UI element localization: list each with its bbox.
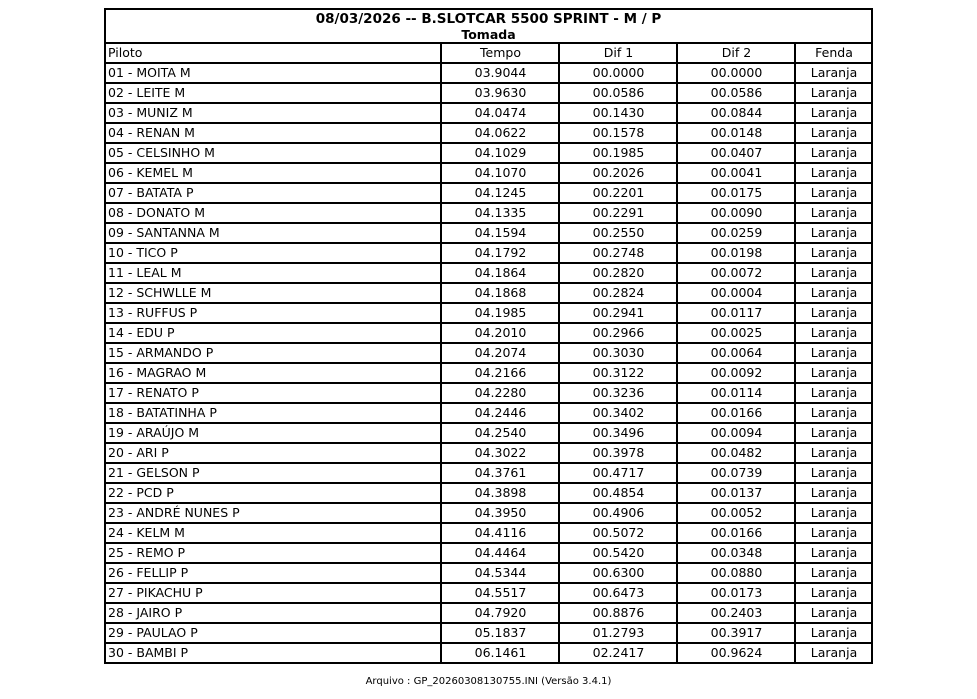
pilot-cell: 13 - RUFFUS P: [105, 303, 441, 323]
dif2-cell: 00.0025: [677, 323, 795, 343]
table-row: [105, 483, 872, 503]
pilot-cell: 08 - DONATO M: [105, 203, 441, 223]
slot-cell: Laranja: [795, 183, 872, 203]
dif2-cell: 00.0166: [677, 403, 795, 423]
time-cell: 04.0622: [441, 123, 559, 143]
table-row: [105, 303, 872, 323]
dif2-cell: 00.0117: [677, 303, 795, 323]
table-row: [105, 183, 872, 203]
dif1-cell: 00.4854: [559, 483, 677, 503]
dif1-cell: 00.2824: [559, 283, 677, 303]
dif2-cell: 00.0064: [677, 343, 795, 363]
slot-cell: Laranja: [795, 583, 872, 603]
slot-cell: Laranja: [795, 563, 872, 583]
slot-cell: Laranja: [795, 103, 872, 123]
slot-cell: Laranja: [795, 63, 872, 83]
results-body: [105, 63, 872, 663]
table-row: [105, 583, 872, 603]
dif1-cell: 00.2748: [559, 243, 677, 263]
slot-cell: Laranja: [795, 283, 872, 303]
dif2-cell: 00.0000: [677, 63, 795, 83]
table-row: [105, 643, 872, 663]
time-cell: 04.4464: [441, 543, 559, 563]
table-row: [105, 203, 872, 223]
table-row: [105, 143, 872, 163]
table-row: [105, 503, 872, 523]
dif2-cell: 00.0166: [677, 523, 795, 543]
slot-cell: Laranja: [795, 443, 872, 463]
dif1-cell: 00.6300: [559, 563, 677, 583]
pilot-cell: 03 - MUNIZ M: [105, 103, 441, 123]
pilot-cell: 12 - SCHWLLE M: [105, 283, 441, 303]
pilot-cell: 07 - BATATA P: [105, 183, 441, 203]
dif2-cell: 00.0844: [677, 103, 795, 123]
time-cell: 04.0474: [441, 103, 559, 123]
pilot-cell: 05 - CELSINHO M: [105, 143, 441, 163]
dif2-cell: 00.0482: [677, 443, 795, 463]
pilot-cell: 11 - LEAL M: [105, 263, 441, 283]
pilot-cell: 01 - MOITA M: [105, 63, 441, 83]
pilot-cell: 24 - KELM M: [105, 523, 441, 543]
table-row: [105, 263, 872, 283]
slot-cell: Laranja: [795, 503, 872, 523]
slot-cell: Laranja: [795, 383, 872, 403]
pilot-cell: 06 - KEMEL M: [105, 163, 441, 183]
pilot-cell: 20 - ARI P: [105, 443, 441, 463]
dif2-cell: 00.0090: [677, 203, 795, 223]
dif2-cell: 00.0348: [677, 543, 795, 563]
pilot-cell: 26 - FELLIP P: [105, 563, 441, 583]
dif2-cell: 00.0148: [677, 123, 795, 143]
dif2-cell: 00.0880: [677, 563, 795, 583]
page-title: 08/03/2026 -- B.SLOTCAR 5500 SPRINT - M / P: [315, 10, 662, 27]
dif1-cell: 00.3122: [559, 363, 677, 383]
table-row: [105, 603, 872, 623]
dif1-cell: 00.3978: [559, 443, 677, 463]
time-cell: 04.3950: [441, 503, 559, 523]
pilot-cell: 23 - ANDRÉ NUNES P: [105, 503, 441, 523]
time-cell: 04.5344: [441, 563, 559, 583]
dif1-cell: 01.2793: [559, 623, 677, 643]
table-row: [105, 463, 872, 483]
time-cell: 03.9630: [441, 83, 559, 103]
dif1-cell: 00.0586: [559, 83, 677, 103]
results-table: [104, 8, 873, 664]
slot-cell: Laranja: [795, 343, 872, 363]
slot-cell: Laranja: [795, 603, 872, 623]
slot-cell: Laranja: [795, 623, 872, 643]
dif1-cell: 00.5072: [559, 523, 677, 543]
slot-cell: Laranja: [795, 643, 872, 663]
table-row: [105, 403, 872, 423]
pilot-cell: 04 - RENAN M: [105, 123, 441, 143]
dif1-cell: 00.2201: [559, 183, 677, 203]
dif2-cell: 00.9624: [677, 643, 795, 663]
time-cell: 04.1245: [441, 183, 559, 203]
dif1-cell: 00.3030: [559, 343, 677, 363]
table-row: [105, 443, 872, 463]
dif1-cell: 00.8876: [559, 603, 677, 623]
dif1-cell: 00.3236: [559, 383, 677, 403]
table-row: [105, 563, 872, 583]
slot-cell: Laranja: [795, 523, 872, 543]
dif2-cell: 00.0175: [677, 183, 795, 203]
slot-cell: Laranja: [795, 323, 872, 343]
dif2-cell: 00.0092: [677, 363, 795, 383]
table-row: [105, 283, 872, 303]
time-cell: 04.3761: [441, 463, 559, 483]
dif2-cell: 00.0094: [677, 423, 795, 443]
dif1-cell: 00.2966: [559, 323, 677, 343]
time-cell: 04.2010: [441, 323, 559, 343]
dif2-cell: 00.3917: [677, 623, 795, 643]
dif2-cell: 00.0137: [677, 483, 795, 503]
slot-cell: Laranja: [795, 483, 872, 503]
pilot-cell: 21 - GELSON P: [105, 463, 441, 483]
dif2-cell: 00.0198: [677, 243, 795, 263]
dif1-cell: 00.2941: [559, 303, 677, 323]
table-row: [105, 343, 872, 363]
pilot-cell: 15 - ARMANDO P: [105, 343, 441, 363]
column-header-fenda: Fenda: [795, 43, 872, 63]
time-cell: 04.2540: [441, 423, 559, 443]
time-cell: 04.7920: [441, 603, 559, 623]
pilot-cell: 30 - BAMBI P: [105, 643, 441, 663]
pilot-cell: 10 - TICO P: [105, 243, 441, 263]
dif1-cell: 00.1578: [559, 123, 677, 143]
dif1-cell: 00.1430: [559, 103, 677, 123]
dif2-cell: 00.0259: [677, 223, 795, 243]
slot-cell: Laranja: [795, 263, 872, 283]
dif1-cell: 02.2417: [559, 643, 677, 663]
time-cell: 04.1985: [441, 303, 559, 323]
time-cell: 06.1461: [441, 643, 559, 663]
slot-cell: Laranja: [795, 223, 872, 243]
dif2-cell: 00.0173: [677, 583, 795, 603]
column-header-dif2: Dif 2: [677, 43, 795, 63]
time-cell: 04.1868: [441, 283, 559, 303]
session-subtitle: Tomada: [461, 26, 516, 42]
file-info-footer: Arquivo : GP_20260308130755.INI (Versão 3.4.1): [365, 676, 612, 687]
table-title: [105, 9, 872, 43]
slot-cell: Laranja: [795, 83, 872, 103]
slot-cell: Laranja: [795, 163, 872, 183]
slot-cell: Laranja: [795, 123, 872, 143]
time-cell: 04.1594: [441, 223, 559, 243]
pilot-cell: 28 - JAIRO P: [105, 603, 441, 623]
table-row: [105, 83, 872, 103]
time-cell: 05.1837: [441, 623, 559, 643]
pilot-cell: 18 - BATATINHA P: [105, 403, 441, 423]
table-row: [105, 543, 872, 563]
dif2-cell: 00.0052: [677, 503, 795, 523]
dif2-cell: 00.0739: [677, 463, 795, 483]
pilot-cell: 09 - SANTANNA M: [105, 223, 441, 243]
dif2-cell: 00.0586: [677, 83, 795, 103]
dif2-cell: 00.0041: [677, 163, 795, 183]
table-row: [105, 383, 872, 403]
pilot-cell: 16 - MAGRAO M: [105, 363, 441, 383]
table-row: [105, 163, 872, 183]
slot-cell: Laranja: [795, 303, 872, 323]
pilot-cell: 25 - REMO P: [105, 543, 441, 563]
dif2-cell: 00.0407: [677, 143, 795, 163]
dif2-cell: 00.0114: [677, 383, 795, 403]
time-cell: 04.1070: [441, 163, 559, 183]
slot-cell: Laranja: [795, 363, 872, 383]
time-cell: 04.1029: [441, 143, 559, 163]
column-header-piloto: Piloto: [105, 43, 441, 63]
column-header-tempo: Tempo: [441, 43, 559, 63]
table-row: [105, 243, 872, 263]
table-row: [105, 523, 872, 543]
time-cell: 04.2446: [441, 403, 559, 423]
title-row: [105, 9, 872, 43]
dif2-cell: 00.0004: [677, 283, 795, 303]
slot-cell: Laranja: [795, 423, 872, 443]
dif1-cell: 00.5420: [559, 543, 677, 563]
table-row: [105, 423, 872, 443]
pilot-cell: 17 - RENATO P: [105, 383, 441, 403]
dif1-cell: 00.6473: [559, 583, 677, 603]
dif1-cell: 00.2291: [559, 203, 677, 223]
table-row: [105, 323, 872, 343]
column-header-row: [105, 43, 872, 63]
dif1-cell: 00.3402: [559, 403, 677, 423]
slot-cell: Laranja: [795, 203, 872, 223]
pilot-cell: 29 - PAULAO P: [105, 623, 441, 643]
results-sheet: [104, 8, 873, 664]
dif1-cell: 00.4906: [559, 503, 677, 523]
dif1-cell: 00.2820: [559, 263, 677, 283]
slot-cell: Laranja: [795, 543, 872, 563]
slot-cell: Laranja: [795, 403, 872, 423]
table-row: [105, 123, 872, 143]
time-cell: 03.9044: [441, 63, 559, 83]
pilot-cell: 14 - EDU P: [105, 323, 441, 343]
table-row: [105, 363, 872, 383]
table-row: [105, 623, 872, 643]
table-row: [105, 223, 872, 243]
pilot-cell: 27 - PIKACHU P: [105, 583, 441, 603]
dif1-cell: 00.2026: [559, 163, 677, 183]
time-cell: 04.5517: [441, 583, 559, 603]
slot-cell: Laranja: [795, 143, 872, 163]
dif2-cell: 00.0072: [677, 263, 795, 283]
time-cell: 04.1335: [441, 203, 559, 223]
pilot-cell: 22 - PCD P: [105, 483, 441, 503]
dif1-cell: 00.0000: [559, 63, 677, 83]
time-cell: 04.2166: [441, 363, 559, 383]
dif2-cell: 00.2403: [677, 603, 795, 623]
slot-cell: Laranja: [795, 243, 872, 263]
time-cell: 04.4116: [441, 523, 559, 543]
pilot-cell: 02 - LEITE M: [105, 83, 441, 103]
column-header-dif1: Dif 1: [559, 43, 677, 63]
table-row: [105, 103, 872, 123]
dif1-cell: 00.2550: [559, 223, 677, 243]
pilot-cell: 19 - ARAÚJO M: [105, 423, 441, 443]
time-cell: 04.3898: [441, 483, 559, 503]
dif1-cell: 00.4717: [559, 463, 677, 483]
dif1-cell: 00.1985: [559, 143, 677, 163]
time-cell: 04.1864: [441, 263, 559, 283]
dif1-cell: 00.3496: [559, 423, 677, 443]
slot-cell: Laranja: [795, 463, 872, 483]
time-cell: 04.2074: [441, 343, 559, 363]
table-row: [105, 63, 872, 83]
time-cell: 04.3022: [441, 443, 559, 463]
time-cell: 04.2280: [441, 383, 559, 403]
time-cell: 04.1792: [441, 243, 559, 263]
